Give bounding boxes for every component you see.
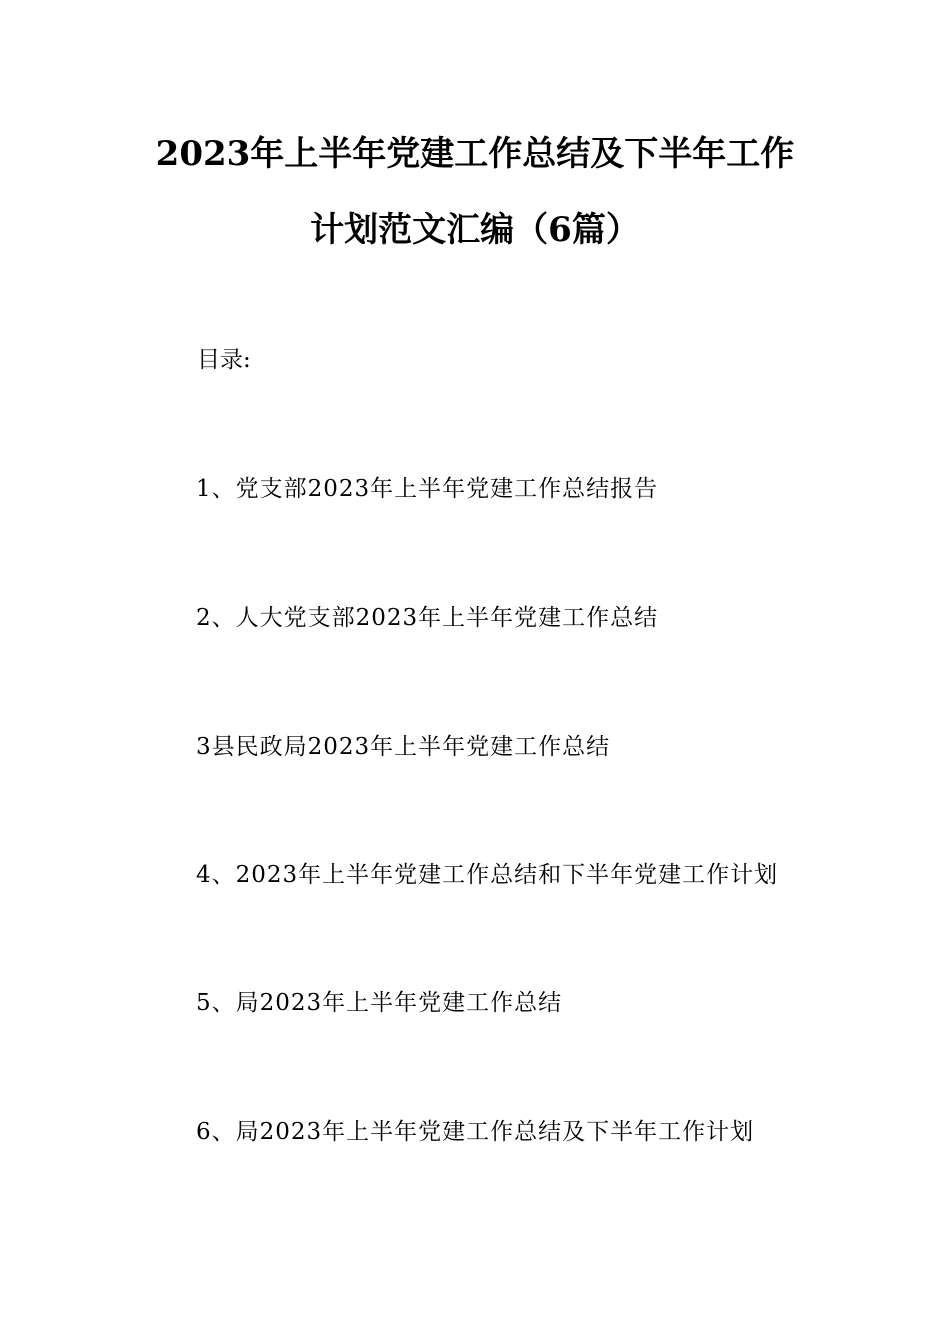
toc-label: 目录:	[197, 347, 251, 373]
toc-item: 1、党支部2023年上半年党建工作总结报告	[196, 476, 659, 502]
toc-item: 5、局2023年上半年党建工作总结	[196, 990, 563, 1016]
toc-item: 4、2023年上半年党建工作总结和下半年党建工作计划	[196, 862, 779, 888]
toc-item: 6、局2023年上半年党建工作总结及下半年工作计划	[196, 1119, 755, 1145]
toc-item: 2、人大党支部2023年上半年党建工作总结	[196, 605, 659, 631]
document-title-line-1: 2023年上半年党建工作总结及下半年工作	[155, 134, 795, 174]
document-title-line-2: 计划范文汇编（6篇）	[310, 210, 640, 250]
toc-item: 3县民政局2023年上半年党建工作总结	[196, 734, 611, 760]
